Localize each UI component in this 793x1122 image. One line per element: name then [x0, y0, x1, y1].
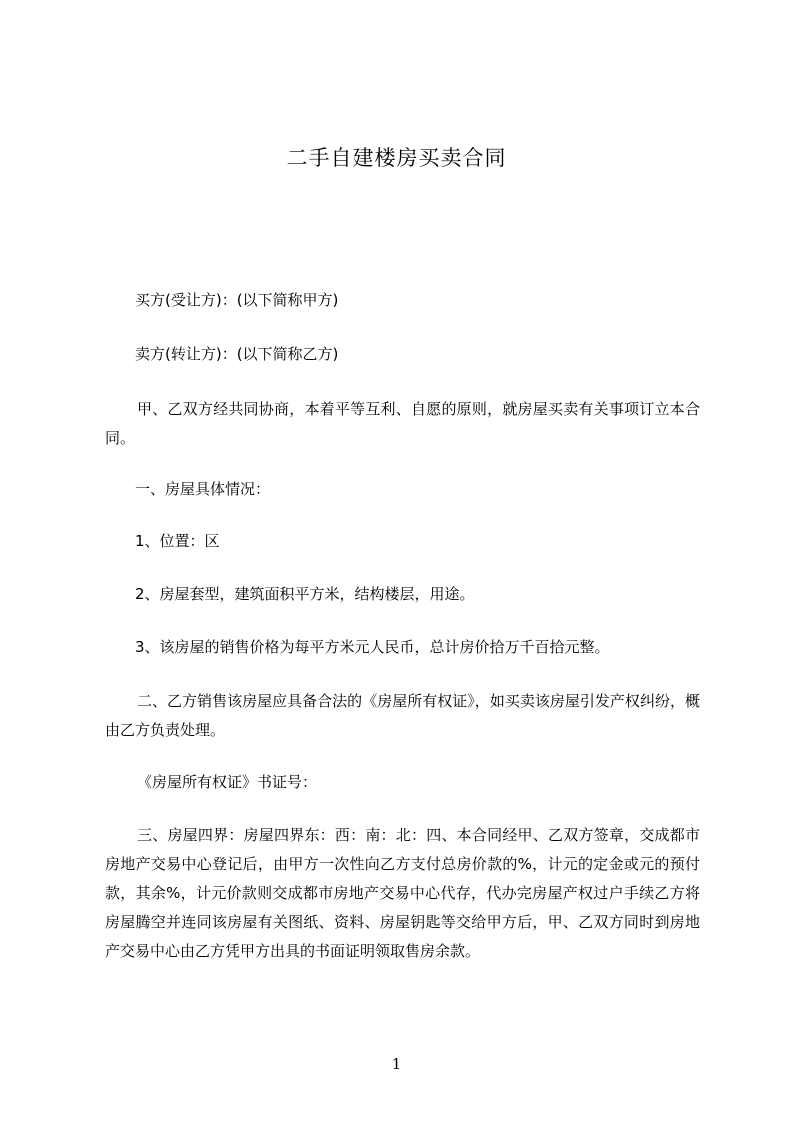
seller-line: 卖方(转让方)：(以下简称乙方) [135, 345, 339, 363]
section2-paragraph: 二、乙方销售该房屋应具备合法的《房屋所有权证》，如买卖该房屋引发产权纠纷，概由乙方负责处理。 [105, 692, 700, 739]
section3-paragraph: 三、房屋四界：房屋四界东：西：南：北：四、本合同经甲、乙双方签章，交成都市房地产交易中心登记后，由甲方一次性向乙方支付总房价款的%，计元的定金或元的预付款，其余%，计元价款则交成都市房地产交易中心代存，代办完房屋产权过户手续乙方将房屋腾空并连同该房屋有关图纸、资料、房屋钥匙等交给甲方后，甲、乙双方同时到房地产交易中心由乙方凭甲方出具的书面证明领取售房余款。 [105, 826, 700, 960]
buyer-line: 买方(受让方)：(以下简称甲方) [135, 291, 339, 309]
certificate-line: 《房屋所有权证》书证号： [137, 773, 318, 791]
item1-location: 1、位置：区 [135, 532, 220, 550]
document-title: 二手自建楼房买卖合同 [286, 146, 507, 170]
item2-type: 2、房屋套型，建筑面积平方米，结构楼层，用途。 [135, 585, 475, 603]
item3-price: 3、该房屋的销售价格为每平方米元人民币，总计房价拾万千百拾元整。 [135, 638, 610, 656]
section1-heading: 一、房屋具体情况： [135, 480, 271, 498]
page-number: 1 [391, 1055, 402, 1073]
preamble-paragraph: 甲、乙双方经共同协商，本着平等互利、自愿的原则，就房屋买卖有关事项订立本合同。 [105, 400, 700, 447]
